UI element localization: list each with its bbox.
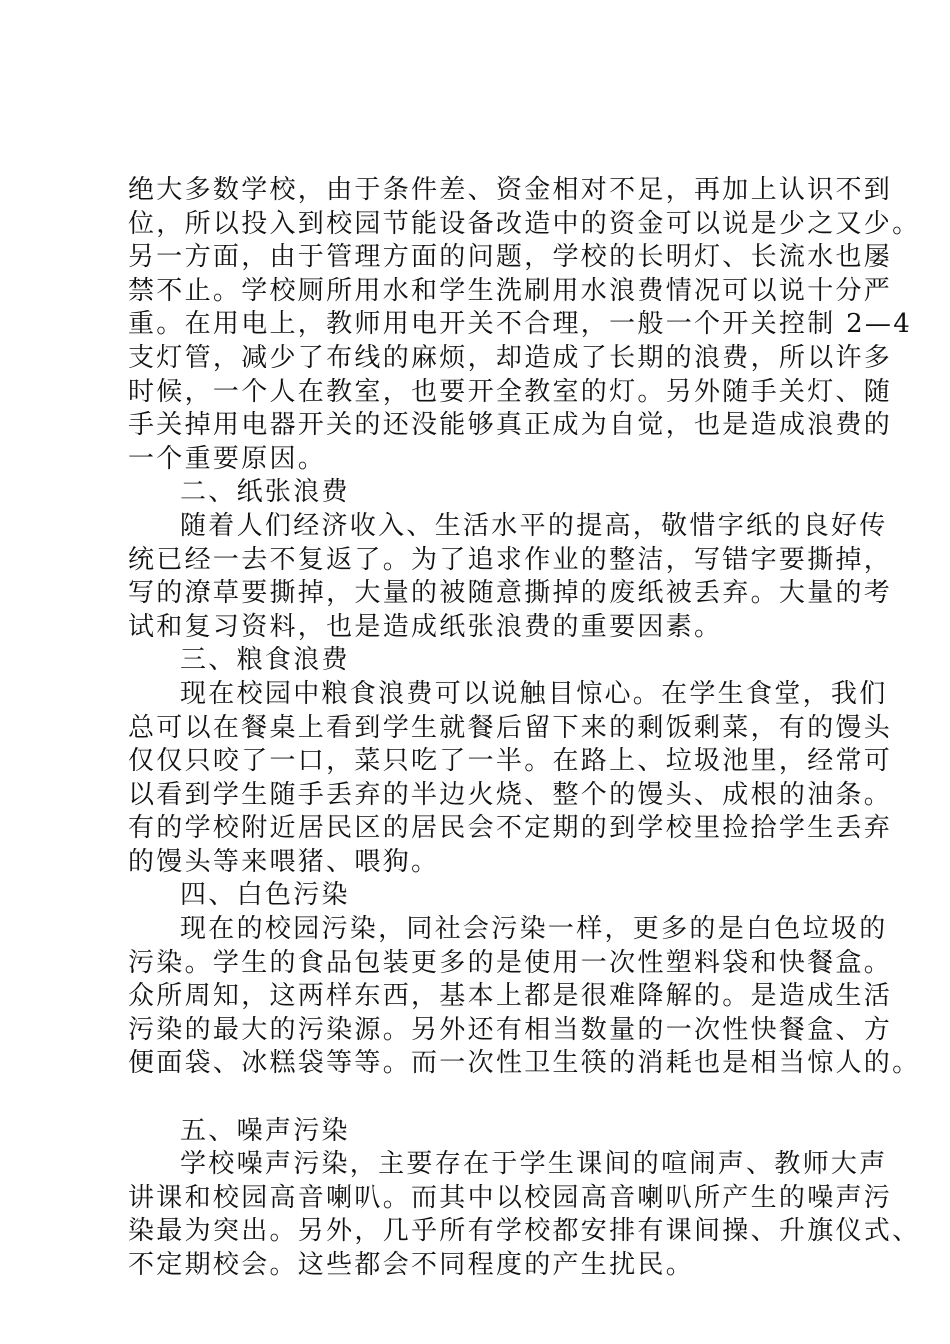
text-line: 试和复习资料，也是造成纸张浪费的重要因素。 bbox=[128, 611, 723, 642]
section-heading-noise-pollution: 五、噪声污染 bbox=[180, 1115, 350, 1146]
document-page bbox=[128, 174, 921, 1283]
text-line: 另一方面，由于管理方面的问题，学校的长明灯、长流水也屡 bbox=[128, 242, 893, 273]
text-line: 现在校园中粮食浪费可以说触目惊心。在学生食堂，我们 bbox=[180, 678, 888, 709]
paragraph-paper-waste bbox=[128, 510, 893, 644]
blank-line bbox=[128, 1081, 844, 1115]
paragraph-food-waste bbox=[128, 678, 893, 880]
text-line: 位，所以投入到校园节能设备改造中的资金可以说是少之又少。 bbox=[128, 208, 921, 239]
text-line: 有的学校附近居民区的居民会不定期的到学校里捡拾学生丢弃 bbox=[128, 813, 893, 844]
text-line: 污染的最大的污染源。另外还有相当数量的一次性快餐盒、方 bbox=[128, 1014, 893, 1045]
text-line: 讲课和校园高音喇叭。而其中以校园高音喇叭所产生的噪声污 bbox=[128, 1182, 893, 1213]
text-line: 写的潦草要撕掉，大量的被随意撕掉的废纸被丢弃。大量的考 bbox=[128, 578, 893, 609]
text-line: 禁不止。学校厕所用水和学生洗刷用水浪费情况可以说十分严 bbox=[128, 275, 893, 306]
text-line: 仅仅只咬了一口，菜只吃了一半。在路上、垃圾池里，经常可 bbox=[128, 746, 893, 777]
section-heading-white-pollution: 四、白色污染 bbox=[180, 880, 350, 911]
section-heading-paper-waste: 二、纸张浪费 bbox=[180, 477, 350, 508]
text-line: 现在的校园污染，同社会污染一样，更多的是白色垃圾的 bbox=[180, 914, 888, 945]
text-line: 统已经一去不复返了。为了追求作业的整洁，写错字要撕掉， bbox=[128, 544, 893, 575]
text-line: 一个重要原因。 bbox=[128, 443, 327, 474]
text-line: 的馒头等来喂猪、喂狗。 bbox=[128, 846, 440, 877]
text-line: 以看到学生随手丢弃的半边火烧、整个的馒头、成根的油条。 bbox=[128, 779, 893, 810]
paragraph-white-pollution bbox=[128, 913, 921, 1081]
text-line: 时候，一个人在教室，也要开全教室的灯。另外随手关灯、随 bbox=[128, 376, 893, 407]
text-line: 随着人们经济收入、生活水平的提高，敬惜字纸的良好传 bbox=[180, 510, 888, 541]
text-line: 众所周知，这两样东西，基本上都是很难降解的。是造成生活 bbox=[128, 981, 893, 1012]
text-line: 染最为突出。另外，几乎所有学校都安排有课间操、升旗仪式、 bbox=[128, 1216, 921, 1247]
text-line: 绝大多数学校，由于条件差、资金相对不足，再加上认识不到 bbox=[128, 175, 893, 205]
text-line: 便面袋、冰糕袋等等。而一次性卫生筷的消耗也是相当惊人的。 bbox=[128, 1048, 921, 1079]
text-line: 总可以在餐桌上看到学生就餐后留下来的剩饭剩菜，有的馒头 bbox=[128, 712, 893, 743]
text-line: 不定期校会。这些都会不同程度的产生扰民。 bbox=[128, 1250, 695, 1280]
text-line: 学校噪声污染，主要存在于学生课间的喧闹声、教师大声 bbox=[180, 1149, 888, 1180]
paragraph-noise-pollution bbox=[128, 1148, 921, 1282]
section-heading-food-waste: 三、粮食浪费 bbox=[180, 645, 350, 676]
text-line: 污染。学生的食品包装更多的是使用一次性塑料袋和快餐盒。 bbox=[128, 947, 893, 978]
text-line: 重。在用电上，教师用电开关不合理，一般一个开关控制 2—4 bbox=[128, 309, 913, 340]
text-line: 支灯管，减少了布线的麻烦，却造成了长期的浪费，所以许多 bbox=[128, 342, 893, 373]
paragraph-intro bbox=[128, 174, 921, 476]
text-line: 手关掉用电器开关的还没能够真正成为自觉，也是造成浪费的 bbox=[128, 410, 893, 441]
